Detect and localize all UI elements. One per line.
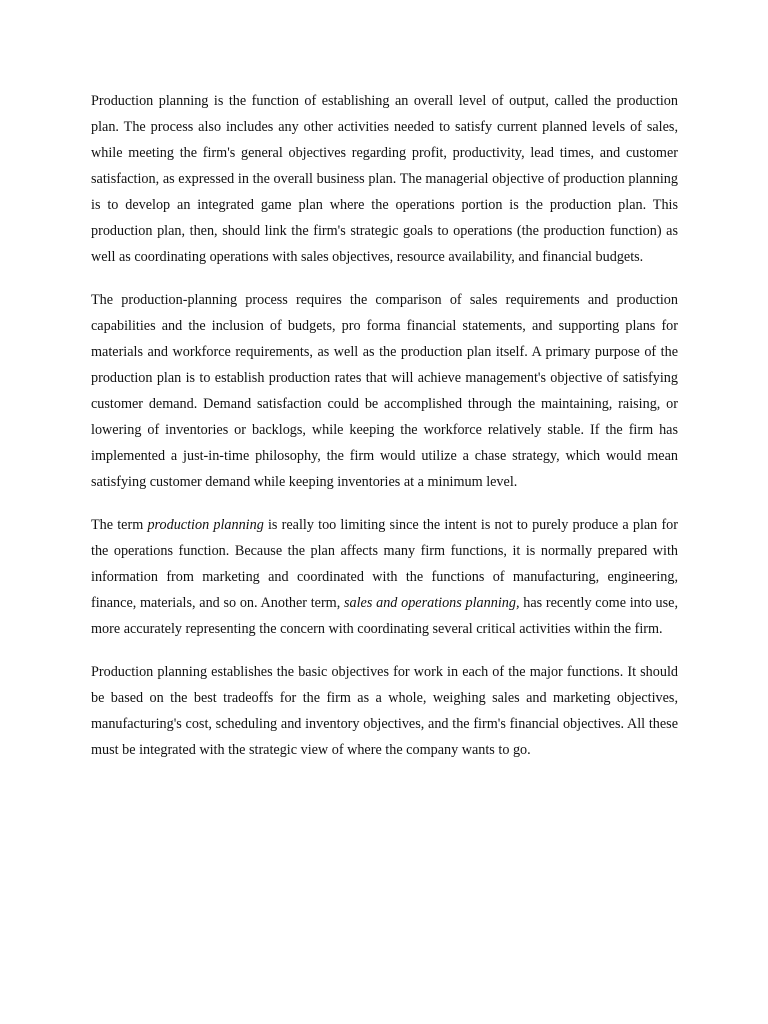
paragraph-3-term-sales-and-operations-planning: sales and operations planning, (344, 595, 520, 611)
paragraph-4 (91, 659, 678, 763)
paragraph-3-text-c: has recently come into use, more accurately representing the concern with coordinating several critical activities within the firm. (91, 595, 678, 637)
paragraph-3-text-b: is really too limiting since the intent is not to purely produce a plan for the operations function. Because the plan affects many firm functions, it is normally prepared with information from marketing and coordinated with the functions of manufacturing, engineering, finance, materials, and so on. Another term, (91, 517, 679, 611)
paragraph-1-text: Production planning is the function of establishing an overall level of output, called the production plan. The process also includes any other activities needed to satisfy current planned levels of sales, while meeting the firm's general objectives regarding profit, productivity, lead times, and customer satisfaction, as expressed in the overall business plan. The managerial objective of production planning is to develop an integrated game plan where the operations portion is the production plan. This production plan, then, should link the firm's strategic goals to operations (the production function) as well as coordinating operations with sales objectives, resource availability, and financial budgets. (91, 93, 678, 265)
paragraph-1 (91, 88, 678, 270)
paragraph-2-text: The production-planning process requires the comparison of sales requirements and production capabilities and the inclusion of budgets, pro forma financial statements, and supporting plans for materials and workforce requirements, as well as the production plan itself. A primary purpose of the production plan is to establish production rates that will achieve management's objective of satisfying customer demand. Demand satisfaction could be accomplished through the maintaining, raising, or lowering of inventories or backlogs, while keeping the workforce relatively stable. If the firm has implemented a just-in-time philosophy, the firm would utilize a chase strategy, which would mean satisfying customer demand while keeping inventories at a minimum level. (91, 292, 678, 490)
paragraph-2 (91, 287, 678, 495)
paragraph-3-text-a: The term (91, 517, 148, 533)
paragraph-4-text: Production planning establishes the basic objectives for work in each of the major functions. It should be based on the best tradeoffs for the firm as a whole, weighing sales and marketing objectives, manufacturing's cost, scheduling and inventory objectives, and the firm's financial objectives. All these must be integrated with the strategic view of where the company wants to go. (91, 664, 678, 758)
document-page (91, 88, 678, 780)
paragraph-3 (91, 512, 678, 642)
paragraph-3-term-production-planning: production planning (147, 517, 264, 533)
